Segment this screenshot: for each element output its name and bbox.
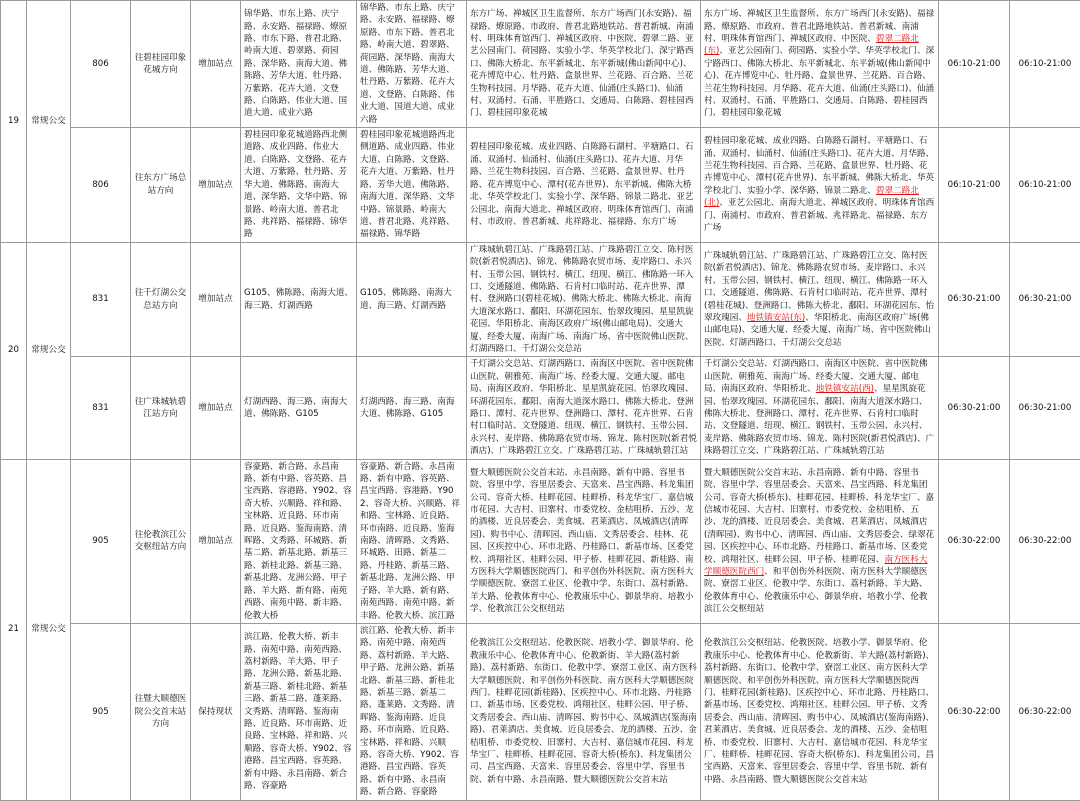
added-stop-highlight: 碧翠二路北(东) [704,34,919,56]
new-stops-text: 广珠城轨碧江站、广珠路碧江站、广珠路碧江立交、陈村医院(新君悦酒店)、锦龙、佛陈路农贸市场、麦岸路口、永兴村、玉带公园、钢铁村、横江、纽现、横江、佛陈路一环入口、交通隧道、佛陈路、石肯村口临时站、花卉世界、潭村(碧桂花城)、登洲路口、佛陈大桥北、鄱阳、环湖花园东、怡翠玫瑰园、 [704,251,934,323]
new-time-cell: 06:30-21:00 [1010,357,1080,459]
old-stops-cell: 千灯湖公交总站、灯湖西路口、南海区中医院、省中医院佛山医院、朝雅苑、南海广场、经委大厦、交通大厦、邮电局、南海区政府、华阳桥北、星星凯旋花园、怡翠玫瑰园、环湖花园东、鄱阳、南海大道深水路口、佛陈大桥北、登洲路口、潭村、花卉世界、登洲路口、潭村、花卉世界、石肯村口临时站、文登隧道、纽现、横江、钢铁村、玉带公园、永兴村、麦岸路、佛陈路农贸市场、锦龙、陈村医院(新君悦酒店)、广珠路碧江立交、广珠路碧江站、广珠城轨碧江站 [467,357,701,459]
new-stops-text: 、和平创伤外科医院、南方医科大学顺德医院、寮滘工业区、伦教中学、东街口、荔村新路、羊大路、伦教体育中心、伦教康乐中心、御景华府、培教小学、伦教滨江公交枢纽站 [704,567,927,614]
added-stop-highlight: 地铁镇安站(东) [747,313,805,323]
new-road-cell: 碧桂园印象花城道路西北侧道路、成业四路、伟业大道、白陈路、文登路、花卉大道、万紫路、牡丹路、芳华大道、佛陈路、南海大道、深华路、文华中路、锦景路、岭南大道、普君北路、兆祥路、福禄路、锦华路 [241,128,357,243]
new-time-cell: 06:10-21:00 [1010,1,1080,128]
old-time-cell: 06:10-21:00 [939,1,1010,128]
added-stop-highlight: 南方医科大学顺德医院西门 [704,555,927,577]
new-stops-text: 东方广场、禅城区卫生监督所、东方广场西门(永安路)、福禄路、燎原路、市政府、普君北路地铁站、普君新城、南浦村、明珠体育馆西门、禅城区政府、中医院、 [704,9,934,44]
adjust-cell: 保持现状 [191,623,241,800]
line-cell: 831 [71,357,131,459]
new-stops-cell [701,128,939,243]
new-stops-text: 伦教滨江公交枢纽站、伦教医院、培教小学、御景华府、伦教康乐中心、伦教体育中心、伦教新街、羊大路(荔村新路)、荔村新路、东街口、伦教中学、寮滘工业区、南方医科大学顺德医院、和平创伤外科医院、南方医科大学顺德医院西门、桂畔花园(新桂路)、区疾控中心、环市北路、丹桂路口、新基市场、区委党校、鸿翔社区、桂畔公园、甲子桥、文秀居委会、西山庙、清晖园、购书中心、凤城酒店(鉴海南路)、君莱酒店、美食城、近良居委会、龙的酒楼、五沙、金桔咀桥、市委党校、旧寨村、大吉村、嘉信城市花园、科龙华宝厂、桂畔桥、桂畔花园、容奇大桥(桥东)、科龙集团公司、昌宝西路、天富来、容里居委会、容里中学、容里书院、新有中路、永昌南路、暨大顺德医院公交首末站 [704,638,934,784]
new-time-cell: 06:30-21:00 [1010,242,1080,357]
adjust-cell: 增加站点 [191,357,241,459]
table-row [1,242,1080,357]
old-stops-cell: 碧桂园印象花城、成业四路、白陈路石湖村、平塘路口、石涌、双涌村、仙涌村、仙涌(庄头路口)、花卉大道、月华路、兰花生物科技园、百合路、兰花路、盒景世界、牡丹路、花卉博览中心、潭村(花卉世界)、东平新城、佛陈大桥北、华英学校北门、实验小学、深华路、锦景二路北、亚艺公园北、南海大道北、禅城区政府、明珠体育馆西门、南浦村、市政府、普君新城、兆祥路北、福禄路、东方广场 [467,128,701,243]
direction-cell: 往碧桂园印象花城方向 [131,1,191,128]
new-road-cell: G105、佛陈路、南海大道、海三路、灯湖西路 [241,242,357,357]
old-road-cell: 滨江路、伦教大桥、新丰路、南苑中路、南苑西路、荔村新路、羊大路、甲子路、龙洲公路、新基北路、新基三路、新桂北路、新基三路、新基二路、蓬莱路、文秀路、清晖路、鉴海南路、近良路、环市南路、近良路、宝林路、祥和路、兴顺路、容奇大桥、Y902、容港路、昌宝西路、容英路、新有中路、永昌南路、新合路、容豪路 [357,623,467,800]
added-stop-highlight: 碧翠二路北(北) [704,186,919,208]
added-stop-highlight: 地铁镇安站(西) [816,384,874,394]
old-road-cell: 锦华路、市东上路、庆宁路、永安路、福禄路、燎原路、市东下路、普君北路、岭南大道、碧翠路、荷园路、深华路、南海大道、佛陈路、芳华大道、牡丹路、万紫路、花卉大道、文登路、白陈路、伟业大道、国道大道、成业六路 [357,1,467,128]
type-cell: 常规公交 [27,459,71,800]
new-stops-text: 千灯湖公交总站、灯湖西路口、南海区中医院、省中医院佛山医院、朝雅苑、南海广场、经委大厦、交通大厦、邮电局、南海区政府、华阳桥北、 [704,359,927,394]
line-cell: 905 [71,623,131,800]
new-time-cell: 06:30-22:00 [1010,459,1080,623]
old-time-cell: 06:30-21:00 [939,242,1010,357]
adjust-cell: 增加站点 [191,459,241,623]
new-stops-cell [701,459,939,623]
direction-cell: 往千灯湖公交总站方向 [131,242,191,357]
seq-cell: 19 [1,1,27,243]
old-road-cell: 碧桂园印象花城道路西北侧道路、成业四路、伟业大道、白陈路、文登路、花卉大道、万紫路、牡丹路、芳华大道、佛陈路、南海大道、深华路、文华中路、锦景路、岭南大道、普君北路、兆祥路、福禄路、锦华路 [357,128,467,243]
line-cell: 831 [71,242,131,357]
new-road-cell: 锦华路、市东上路、庆宁路、永安路、福禄路、燎原路、市东下路、普君北路、岭南大道、碧翠路、荷园路、深华路、南海大道、佛陈路、芳华大道、牡丹路、万紫路、花卉大道、文登路、白陈路、伟业大道、国道大道、成业六路 [241,1,357,128]
adjust-cell: 增加站点 [191,1,241,128]
new-stops-text: 、星星凯旋花园、怡翠玫瑰园、环湖花园东、鄱阳、南海大道深水路口、佛陈大桥北、登洲路口、潭村、花卉世界、石肯村口临时站、文登隧道、纽现、横江、钢铁村、玉带公园、永兴村、麦岸路、佛陈路农贸市场、锦龙、陈村医院(新君悦酒店)、广珠路碧江立交、广珠路碧江站、广珠城轨碧江站 [704,384,934,456]
new-stops-cell [701,1,939,128]
new-stops-cell [701,357,939,459]
new-stops-cell [701,242,939,357]
new-stops-text: 暨大顺德医院公交首末站、永昌南路、新有中路、容里书院、容里中学、容里居委会、天富来、昌宝西路、科龙集团公司、容奇大桥(桥东)、桂畔花园、桂畔桥、科龙华宝厂、嘉信城市花园、大吉村、旧寨村、市委党校、金桔咀桥、五沙、龙的酒楼、近良居委会、美食城、君莱酒店、凤城酒店(清晖园)、购书中心、清晖园、西山庙、文秀居委会、绿翠花园、区疾控中心、环市北路、丹桂路口、新基市场、区委党校、鸿翔社区、桂畔公园、甲子桥、桂畔花园、 [704,468,934,565]
table-row [1,128,1080,243]
old-time-cell: 06:10-21:00 [939,128,1010,243]
old-time-cell: 06:30-22:00 [939,459,1010,623]
line-cell: 806 [71,1,131,128]
old-stops-cell: 暨大顺德医院公交首末站、永昌南路、新有中路、容里书院、容里中学、容里居委会、天富来、昌宝西路、科龙集团公司、容奇大桥、桂畔花园、桂畔桥、科龙华宝厂、嘉信城市花园、大吉村、旧寨村、市委党校、金桔咀桥、五沙、龙的酒楼、近良居委会、美食城、君莱酒店、凤城酒店(清晖园)、购书中心、清晖园、西山庙、文秀居委会、桂林、花园、区疾控中心、环市北路、丹桂路口、新基市场、区委党校、鸿翔社区、桂畔公园、甲子桥、桂畔花园、新桂路、南方医科大学顺德医院西门、和平创伤外科医院、南方医科大学顺德医院、寮滘工业区、伦教中学、东街口、荔村新路、羊大路、伦教体育中心、伦教康乐中心、御景华府、培教小学、伦教滨江公交枢纽站 [467,459,701,623]
old-road-cell: G105、佛陈路、南海大道、海三路、灯湖西路 [357,242,467,357]
new-road-cell: 容豪路、新合路、永昌南路、新有中路、容英路、昌宝西路、容港路、Y902、容奇大桥、兴顺路、祥和路、宝林路、近良路、环市南路、近良路、鉴海南路、清晖路、文秀路、环城路、新基二路、新基北路、新基三路、新桂北路、新基三路、新基北路、龙洲公路、甲子路、羊大路、新有路、南苑西路、南苑中路、新丰路、伦教大桥 [241,459,357,623]
new-stops-text: 碧桂园印象花城、成业四路、白陈路石湖村、平塘路口、石涌、双涌村、仙涌村、仙涌(庄头路口)、花卉大道、月华路、兰花生物科技园、百合路、兰花路、盒景世界、牡丹路、花卉博览中心、潭村(花卉世界)、东平新城、佛陈大桥北、华英学校北门、实验小学、深华路、锦景二路北、 [704,136,934,196]
table-row [1,1,1080,128]
new-time-cell: 06:10-21:00 [1010,128,1080,243]
old-stops-cell: 广珠城轨碧江站、广珠路碧江站、广珠路碧江立交、陈村医院(新君悦酒店)、锦龙、佛陈路农贸市场、麦岸路口、永兴村、玉带公园、钢铁村、横江、纽现、横江、佛陈路一环入口、交通隧道、佛陈路、石肯村口临时站、花卉世界、潭村、登洲路口(碧桂花城)、佛陈大桥北、佛陈大桥北、南海大道深水路口、鄱阳、环湖花园东、怡翠玫瑰园、星星凯旋花园、华阳桥北、南海区政府广场(佛山邮电局)、交通大厦、经委大厦、南海广场、南海广场、省中医院佛山医院、灯湖西路口、千灯湖公交总站 [467,242,701,357]
type-cell: 常规公交 [27,1,71,243]
line-cell: 905 [71,459,131,623]
new-stops-text: 、亚艺公园南门、荷园路、实验小学、华英学校北门、深宁路西口、佛陈大桥北、东平新城北、东平新城(佛山新闻中心)、花卉博览中心、牡丹路、盒景世界、兰花路、百合路、兰花生物科技园、月华路、花卉大道、仙涌(庄头路口)、仙涌村、双涌村、石涌、平胜路口、交通局、白陈路、碧桂园西门、碧桂园印象花城 [704,46,934,118]
new-time-cell: 06:30-22:00 [1010,623,1080,800]
old-stops-cell: 东方广场、禅城区卫生监督所、东方广场西门(永安路)、福禄路、燎原路、市政府、普君北路地铁站、普君新城、南浦村、明珠体育馆西门、禅城区政府、中医院、碧翠二路、亚艺公园南门、荷园路、实验小学、华英学校北门、深宁路西口、佛陈大桥北、东平新城北、东平新城(佛山新闻中心)、花卉博览中心、牡丹路、盒景世界、兰花路、百合路、兰花生物科技园、月华路、花卉大道、仙涌(庄头路口)、仙涌村、双涌村、石涌、平胜路口、交通局、白陈路、碧桂园西门、碧桂园印象花城 [467,1,701,128]
type-cell: 常规公交 [27,242,71,459]
old-stops-cell: 伦教滨江公交枢纽站、伦教医院、培教小学、御景华府、伦教康乐中心、伦教体育中心、伦教新街、羊大路(荔村新路)、荔村新路、东街口、伦教中学、寮滘工业区、南方医科大学顺德医院、和平创伤外科医院、南方医科大学顺德医院西门、桂畔花园(新桂路)、区疾控中心、环市北路、丹桂路口、新基市场、区委党校、鸿翔社区、桂畔公园、甲子桥、文秀居委会、西山庙、清晖园、购书中心、凤城酒店(鉴海南路)、君莱酒店、美食城、近良居委会、龙的酒楼、五沙、金桔咀桥、市委党校、旧寨村、大吉村、嘉信城市花园、科龙华宝厂、桂畔桥、桂畔花园、容奇大桥(桥东)、科龙集团公司、昌宝西路、天富来、容里居委会、容里中学、容里书院、新有中路、永昌南路、暨大顺德医院公交首末站 [467,623,701,800]
adjust-cell: 增加站点 [191,242,241,357]
old-road-cell: 灯湖西路、海三路、南海大道、佛陈路、G105 [357,357,467,459]
direction-cell: 往广珠城轨碧江站方向 [131,357,191,459]
new-stops-text: 、华阳桥北、南海区政府广场(佛山邮电局)、交通大厦、经委大厦、南海广场、省中医院佛山医院、灯湖西路口、千灯湖公交总站 [704,313,931,348]
seq-cell: 20 [1,242,27,459]
line-cell: 806 [71,128,131,243]
seq-cell: 21 [1,459,27,800]
new-road-cell: 滨江路、伦教大桥、新丰路、南苑中路、南苑西路、荔村新路、羊大路、甲子路、龙洲公路、新基北路、新基三路、新桂北路、新基三路、新基二路、蓬莱路、文秀路、清晖路、鉴海南路、近良路、环市南路、近良路、宝林路、祥和路、兴顺路、容奇大桥、Y902、容港路、昌宝西路、容英路、新有中路、永昌南路、新合路、容豪路 [241,623,357,800]
new-stops-text: 、亚艺公园北、南海大道北、禅城区政府、明珠体育馆西门、南浦村、市政府、普君新城、兆祥路北、福禄路、东方广场 [704,198,934,233]
new-road-cell: 灯湖西路、海三路、南海大道、佛陈路、G105 [241,357,357,459]
old-time-cell: 06:30-21:00 [939,357,1010,459]
new-stops-cell [701,623,939,800]
direction-cell: 往东方广场总站方向 [131,128,191,243]
old-time-cell: 06:30-22:00 [939,623,1010,800]
direction-cell: 往伦教滨江公交枢纽站方向 [131,459,191,623]
table-row [1,459,1080,623]
table-row [1,623,1080,800]
old-road-cell: 容豪路、新合路、永昌南路、新有中路、容英路、昌宝西路、容港路、Y902、容奇大桥、兴顺路、祥和路、宝林路、近良路、环市南路、近良路、鉴海南路、清晖路、文秀路、环城路、田路、新基二路、丹桂路、新基三路、新基北路、龙洲公路、甲子路、羊大路、新有路、南苑西路、南苑中路、新丰路、伦教大桥、滨江路 [357,459,467,623]
adjust-cell: 增加站点 [191,128,241,243]
direction-cell: 往暨大顺德医院公交首末站方向 [131,623,191,800]
table-row [1,357,1080,459]
